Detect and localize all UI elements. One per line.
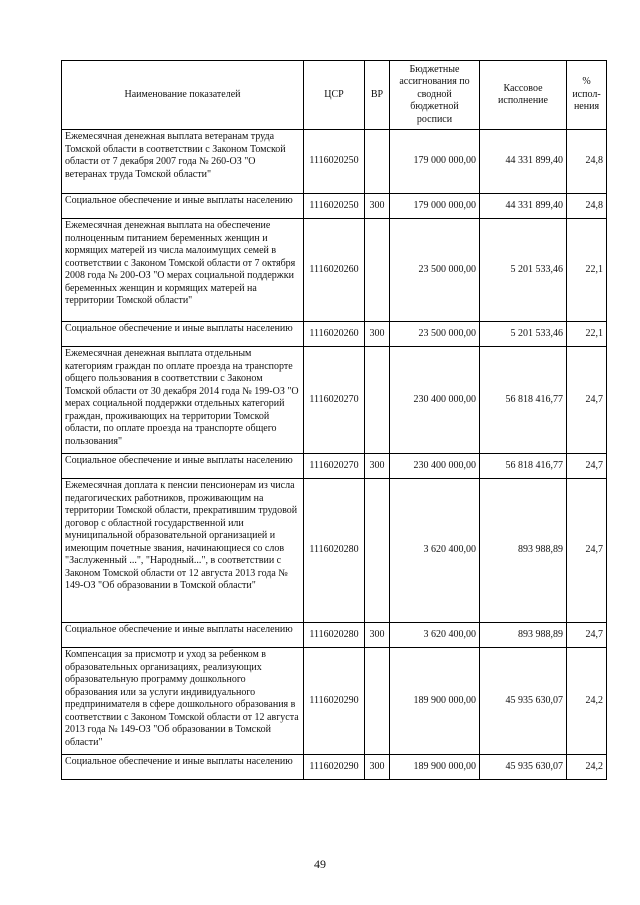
table-row: [62, 623, 607, 648]
row-cash: 893 988,89: [480, 479, 567, 623]
row-vr: [365, 648, 390, 755]
row-vr: 300: [365, 322, 390, 347]
row-budget: 179 000 000,00: [390, 194, 480, 219]
header-name: Наименование показателей: [62, 61, 304, 130]
table-row: [62, 194, 607, 219]
row-name: Ежемесячная денежная выплата ветеранам труда Томской области в соответствии с Законом Томской области от 7 декабря 2007 года № 260-ОЗ "О ветеранах труда Томской области": [62, 130, 304, 194]
page-number: 49: [314, 857, 326, 871]
budget-execution-table: [61, 60, 607, 780]
row-name: Социальное обеспечение и иные выплаты населению: [62, 454, 304, 479]
row-name: Социальное обеспечение и иные выплаты населению: [62, 322, 304, 347]
row-csr: 1116020280: [304, 623, 365, 648]
header-cash: Кассовое исполнение: [480, 61, 567, 130]
row-percent: 24,8: [567, 130, 607, 194]
row-cash: 45 935 630,07: [480, 755, 567, 780]
row-cash: 5 201 533,46: [480, 322, 567, 347]
row-percent: 24,7: [567, 623, 607, 648]
row-percent: 22,1: [567, 322, 607, 347]
header-vr: ВР: [365, 61, 390, 130]
row-csr: 1116020250: [304, 194, 365, 219]
row-vr: [365, 219, 390, 322]
row-cash: 5 201 533,46: [480, 219, 567, 322]
row-budget: 23 500 000,00: [390, 322, 480, 347]
table-row: [62, 347, 607, 454]
table-header-row: [62, 61, 607, 130]
row-vr: 300: [365, 623, 390, 648]
row-csr: 1116020260: [304, 219, 365, 322]
row-vr: [365, 130, 390, 194]
row-vr: 300: [365, 755, 390, 780]
row-csr: 1116020280: [304, 479, 365, 623]
header-csr: ЦСР: [304, 61, 365, 130]
row-percent: 24,2: [567, 755, 607, 780]
row-name: Ежемесячная денежная выплата на обеспечение полноценным питанием беременных женщин и кормящих матерей из числа малоимущих семей в соответствии с Законом Томской области от 7 октября 2008 года № 200-ОЗ "О мерах социальной поддержки беременных женщин и кормящих матерей на территории Томской области": [62, 219, 304, 322]
row-cash: 893 988,89: [480, 623, 567, 648]
row-name: Социальное обеспечение и иные выплаты населению: [62, 194, 304, 219]
row-csr: 1116020260: [304, 322, 365, 347]
row-percent: 24,7: [567, 479, 607, 623]
row-vr: 300: [365, 454, 390, 479]
table-row: [62, 648, 607, 755]
row-percent: 22,1: [567, 219, 607, 322]
row-csr: 1116020270: [304, 347, 365, 454]
row-budget: 3 620 400,00: [390, 623, 480, 648]
row-budget: 230 400 000,00: [390, 347, 480, 454]
row-percent: 24,2: [567, 648, 607, 755]
row-name: Ежемесячная доплата к пенсии пенсионерам из числа педагогических работников, проживающим на территории Томской области, прекратившим трудовой договор с областной государственной или муниципальной образовательной организацией и имеющим почетные звания, начинающиеся со слов "Заслуженный ...", "Народный...", в соответствии с Законом Томской области от 12 августа 2013 года № 149-ОЗ "Об образовании в Томской области": [62, 479, 304, 623]
row-vr: [365, 479, 390, 623]
row-percent: 24,8: [567, 194, 607, 219]
table-row: [62, 130, 607, 194]
row-cash: 44 331 899,40: [480, 194, 567, 219]
row-budget: 3 620 400,00: [390, 479, 480, 623]
row-vr: 300: [365, 194, 390, 219]
table-row: [62, 219, 607, 322]
row-cash: 56 818 416,77: [480, 454, 567, 479]
row-name: Социальное обеспечение и иные выплаты населению: [62, 623, 304, 648]
row-budget: 189 900 000,00: [390, 755, 480, 780]
row-budget: 189 900 000,00: [390, 648, 480, 755]
row-csr: 1116020290: [304, 648, 365, 755]
header-budget: Бюджетные ассигнования по сводной бюджетной росписи: [390, 61, 480, 130]
row-cash: 45 935 630,07: [480, 648, 567, 755]
row-csr: 1116020250: [304, 130, 365, 194]
header-percent: % испол-нения: [567, 61, 607, 130]
row-cash: 44 331 899,40: [480, 130, 567, 194]
table-row: [62, 755, 607, 780]
row-budget: 179 000 000,00: [390, 130, 480, 194]
row-vr: [365, 347, 390, 454]
table-row: [62, 322, 607, 347]
row-name: Компенсация за присмотр и уход за ребенком в образовательных организациях, реализующих образовательную программу дошкольного образования или за услуги индивидуального предпринимателя в сфере дошкольного образования в соответствии с Законом Томской области от 12 августа 2013 года № 149-ОЗ "Об образовании в Томской области": [62, 648, 304, 755]
row-name: Ежемесячная денежная выплата отдельным категориям граждан по оплате проезда на транспорте общего пользования в соответствии с Законом Томской области от 30 декабря 2014 года № 199-ОЗ "О мерах социальной поддержки отдельных категорий граждан, проживающих на территории Томской области, по оплате проезда на транспорте общего пользования": [62, 347, 304, 454]
row-percent: 24,7: [567, 454, 607, 479]
row-percent: 24,7: [567, 347, 607, 454]
row-budget: 230 400 000,00: [390, 454, 480, 479]
row-name: Социальное обеспечение и иные выплаты населению: [62, 755, 304, 780]
row-budget: 23 500 000,00: [390, 219, 480, 322]
table-row: [62, 479, 607, 623]
row-csr: 1116020290: [304, 755, 365, 780]
row-cash: 56 818 416,77: [480, 347, 567, 454]
row-csr: 1116020270: [304, 454, 365, 479]
table-row: [62, 454, 607, 479]
